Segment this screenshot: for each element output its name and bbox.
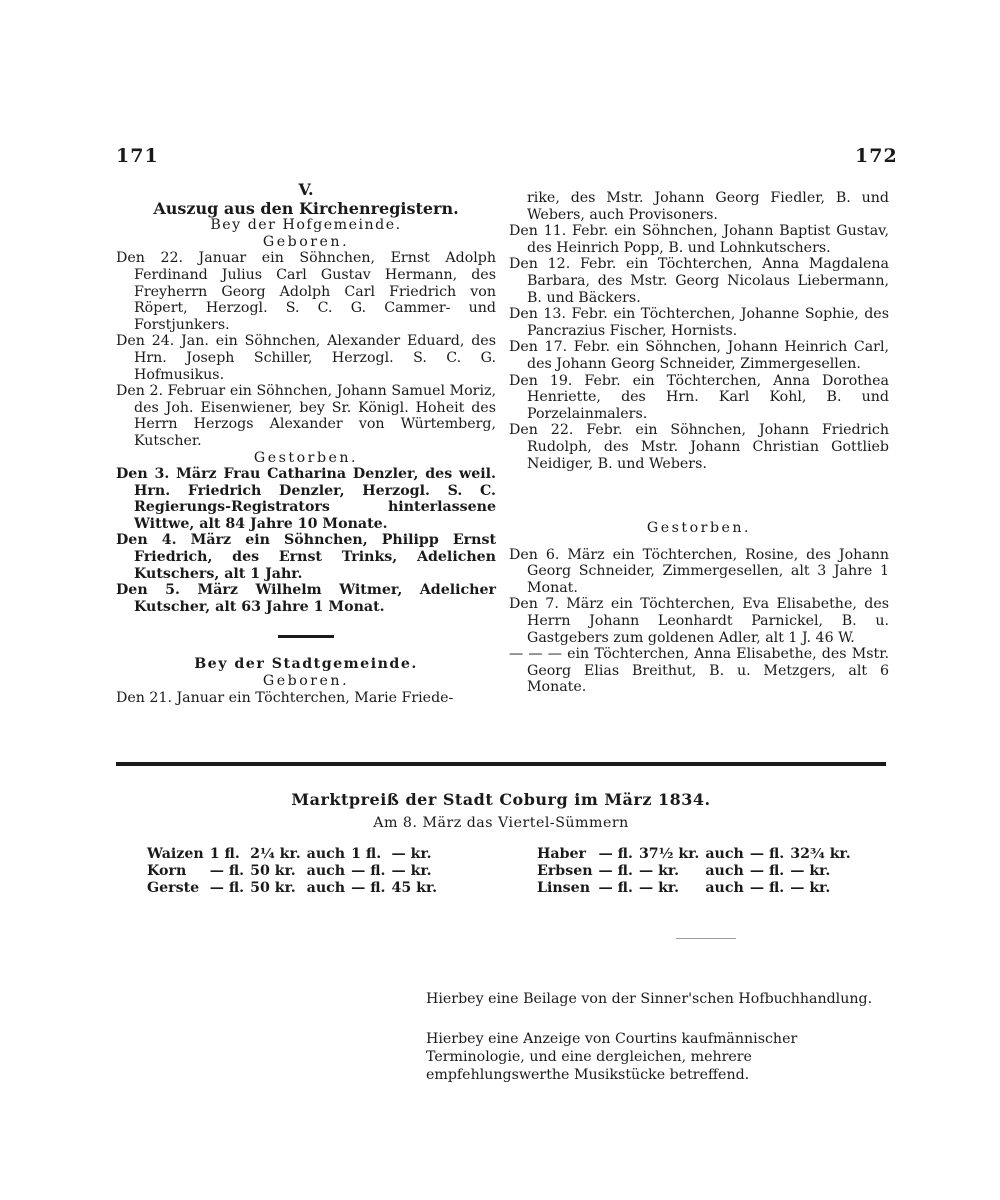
price-also: auch (306, 880, 346, 896)
subsection-heading: Bey der Stadtgemeinde. (194, 656, 418, 673)
register-entry: Den 5. März Wilhelm Witmer, Adelicher Kutscher, alt 63 Jahre 1 Monat. (116, 582, 496, 615)
born-heading: Geboren. (262, 673, 350, 690)
price-florin-alt: — fl. (351, 880, 386, 896)
market-prices (116, 790, 886, 896)
price-kreuzer: 37½ kr. (638, 846, 700, 862)
register-entry: Den 7. März ein Töchterchen, Eva Elisabethe, des Herrn Johann Leonhardt Parnickel, B. u. Gastgebers zum goldenen Adler, alt 1 J. 46 W. (509, 596, 889, 646)
price-florin-alt: — fl. (749, 863, 785, 879)
price-kreuzer-alt: 32¾ kr. (790, 846, 851, 862)
price-row (144, 846, 440, 863)
price-row (534, 880, 854, 897)
grain-name: Waizen (147, 846, 204, 862)
register-entry: Den 22. Febr. ein Söhnchen, Johann Friedrich Rudolph, des Mstr. Johann Christian Gottlieb Neidiger, B. und Webers. (509, 422, 889, 472)
price-kreuzer: 50 kr. (250, 863, 296, 879)
died-heading: Gestorben. (646, 520, 752, 537)
subsection-heading: Bey der Hofgemeinde. (210, 217, 402, 234)
left-column (116, 182, 496, 706)
price-florin-alt: 1 fl. (351, 846, 382, 862)
price-florin: 1 fl. (209, 846, 240, 862)
register-entry-continuation: rike, des Mstr. Johann Georg Fiedler, B. und Webers, auch Provisoners. (527, 190, 889, 223)
section-roman-numeral: V. (298, 180, 314, 199)
price-kreuzer: 2¼ kr. (250, 846, 301, 862)
supplement-notice: Hierbey eine Beilage von der Sinner'schen Hofbuchhandlung. (426, 991, 873, 1007)
page-number-left: 171 (116, 145, 159, 167)
price-kreuzer-alt: — kr. (790, 863, 831, 879)
price-also: auch (705, 880, 744, 896)
price-kreuzer-alt: — kr. (790, 880, 831, 896)
register-entry: Den 2. Februar ein Söhnchen, Johann Samuel Moriz, des Joh. Eisenwiener, bey Sr. Königl. Hoheit des Herrn Herzogs Alexander von Würtemberg, Kutscher. (116, 383, 496, 449)
price-kreuzer: — kr. (638, 880, 680, 896)
register-entry: Den 24. Jan. ein Söhnchen, Alexander Eduard, des Hrn. Joseph Schiller, Herzogl. S. C. G. Hofmusikus. (116, 333, 496, 383)
register-entry: Den 3. März Frau Catharina Denzler, des weil. Hrn. Friedrich Denzler, Herzogl. S. C. Regierungs-Registrators hinterlassene Wittwe, alt 84 Jahre 10 Monate. (116, 466, 496, 532)
price-row (144, 863, 440, 880)
died-heading: Gestorben. (253, 449, 359, 466)
price-kreuzer: — kr. (638, 863, 680, 879)
faint-divider (676, 938, 736, 939)
price-also: auch (705, 863, 744, 879)
section-title: Auszug aus den Kirchenregistern. (153, 198, 459, 218)
grain-name: Haber (537, 846, 587, 862)
register-entry: Den 17. Febr. ein Söhnchen, Johann Heinrich Carl, des Johann Georg Schneider, Zimmergesellen. (509, 339, 889, 372)
register-entry: Den 21. Januar ein Töchterchen, Marie Friede- (116, 689, 454, 706)
register-entry: Den 12. Febr. ein Töchterchen, Anna Magdalena Barbara, des Mstr. Georg Nicolaus Liebermann, B. und Bäckers. (509, 256, 889, 306)
register-entry: Den 22. Januar ein Söhnchen, Ernst Adolph Ferdinand Julius Carl Gustav Hermann, des Freyherrn Georg Adolph Carl Friedrich von Röpert, Herzogl. S. C. G. Cammer- und Forstjunkers. (116, 250, 496, 333)
grain-name: Korn (147, 863, 187, 879)
price-florin: — fl. (598, 846, 633, 862)
price-florin: — fl. (209, 880, 245, 896)
price-florin: — fl. (598, 863, 633, 879)
price-row (534, 863, 854, 880)
advertisement-notice: Hierbey eine Anzeige von Courtins kaufmännischer Terminologie, und eine dergleichen, mehrere empfehlungswerthe Musikstücke betreffend. (426, 1031, 798, 1083)
price-florin-alt: — fl. (351, 863, 386, 879)
market-divider (116, 762, 886, 766)
price-table-right (534, 846, 854, 897)
price-kreuzer-alt: — kr. (391, 846, 432, 862)
register-entry: Den 19. Febr. ein Töchterchen, Anna Dorothea Henriette, des Hrn. Karl Kohl, B. und Porzelainmalers. (509, 372, 889, 422)
price-table-left (144, 846, 440, 897)
register-entry: Den 4. März ein Söhnchen, Philipp Ernst Friedrich, des Ernst Trinks, Adelichen Kutschers, alt 1 Jahr. (116, 532, 496, 582)
grain-name: Linsen (537, 880, 591, 896)
price-also: auch (306, 863, 346, 879)
price-florin-alt: — fl. (749, 846, 785, 862)
market-subtitle: Am 8. März das Viertel-Sümmern (373, 815, 629, 831)
price-florin: — fl. (598, 880, 633, 896)
price-also: auch (705, 846, 744, 862)
price-kreuzer-alt: 45 kr. (391, 880, 438, 896)
price-row (144, 880, 440, 897)
price-also: auch (306, 846, 346, 862)
born-heading: Geboren. (262, 233, 350, 250)
grain-name: Gerste (147, 880, 200, 896)
price-kreuzer: 50 kr. (250, 880, 296, 896)
register-entry: Den 13. Febr. ein Töchterchen, Johanne Sophie, des Pancrazius Fischer, Hornists. (509, 306, 889, 339)
register-entry: Den 6. März ein Töchterchen, Rosine, des Johann Georg Schneider, Zimmergesellen, alt 3 Jahre 1 Monat. (509, 546, 889, 596)
price-row (534, 846, 854, 863)
grain-name: Erbsen (537, 863, 593, 879)
price-florin-alt: — fl. (749, 880, 785, 896)
right-column (509, 190, 889, 696)
register-entry: Den 11. Febr. ein Söhnchen, Johann Baptist Gustav, des Heinrich Popp, B. und Lohnkutschers. (509, 223, 889, 256)
price-florin: — fl. (209, 863, 245, 879)
section-divider (278, 635, 334, 638)
page-number-right: 172 (855, 145, 898, 167)
register-entry: — — — ein Töchterchen, Anna Elisabethe, des Mstr. Georg Elias Breithut, B. u. Metzgers, alt 6 Monate. (509, 646, 889, 696)
market-title: Marktpreiß der Stadt Coburg im März 1834. (291, 790, 711, 809)
price-kreuzer-alt: — kr. (391, 863, 432, 879)
